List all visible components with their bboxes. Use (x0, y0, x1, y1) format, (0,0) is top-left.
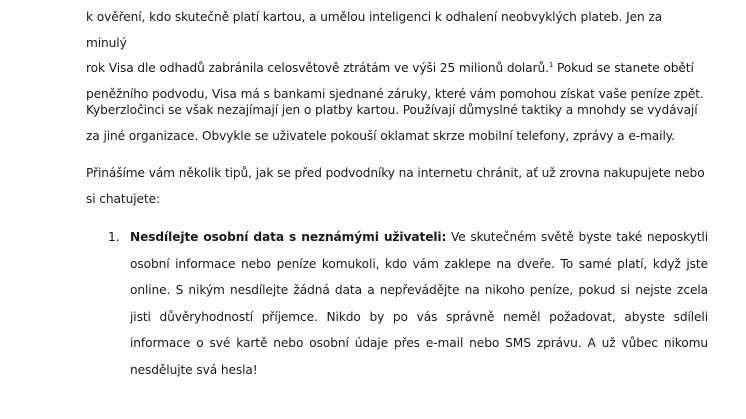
paragraph-tips-intro: Přinášíme vám několik tipů, jak se před podvodníky na internetu chránit, ať už zrovna nakupujete nebo si chatujete: (86, 166, 705, 206)
list-item-number: 1. (108, 230, 120, 244)
paragraph-line: peněžního podvodu, Visa má s bankami sjednané záruky, které vám pomohou získat vaše peníze zpět. (86, 86, 704, 101)
list-item (86, 224, 708, 383)
paragraph-line: k ověření, kdo skutečně platí kartou, a umělou inteligenci k odhalení neobvyklých plateb. Jen za minulý (86, 10, 663, 50)
list-item-text: Ve skutečném světě byste také neposkytli osobní informace nebo peníze komukoli, kdo vám zaklepe na dveře. To samé platí, když jste online. S nikým nesdílejte žádná data a nepřevádějte na nikoho peníze, pokud si nejste zcela jisti důvěryhodností příjemce. Nikdo by po vás správně neměl požadovat, abyste sdíleli informace o své kartě nebo osobní údaje přes e-mail nebo SMS zprávu. A už vůbec nikomu nesdělujte svá hesla! (130, 230, 709, 377)
paragraph-cybercriminals: Kyberzločinci se však nezajímají jen o platby kartou. Používají důmyslné taktiky a mnohdy se vydávají za jiné organizace. Obvykle se uživatele pokouší oklamat skrze mobilní telefony, zprávy a e-maily. (86, 103, 698, 143)
paragraph-visa-protection (86, 5, 706, 107)
tips-list (86, 224, 708, 383)
list-item-title: Nesdílejte osobní data s neznámými uživateli: (130, 230, 447, 244)
footnote-marker: 1 (548, 61, 554, 69)
paragraph-line: rok Visa dle odhadů zabránila celosvětově ztrátám ve výši 25 milionů dolarů. (86, 61, 549, 75)
paragraph-line: Pokud se stanete obětí (553, 61, 694, 75)
